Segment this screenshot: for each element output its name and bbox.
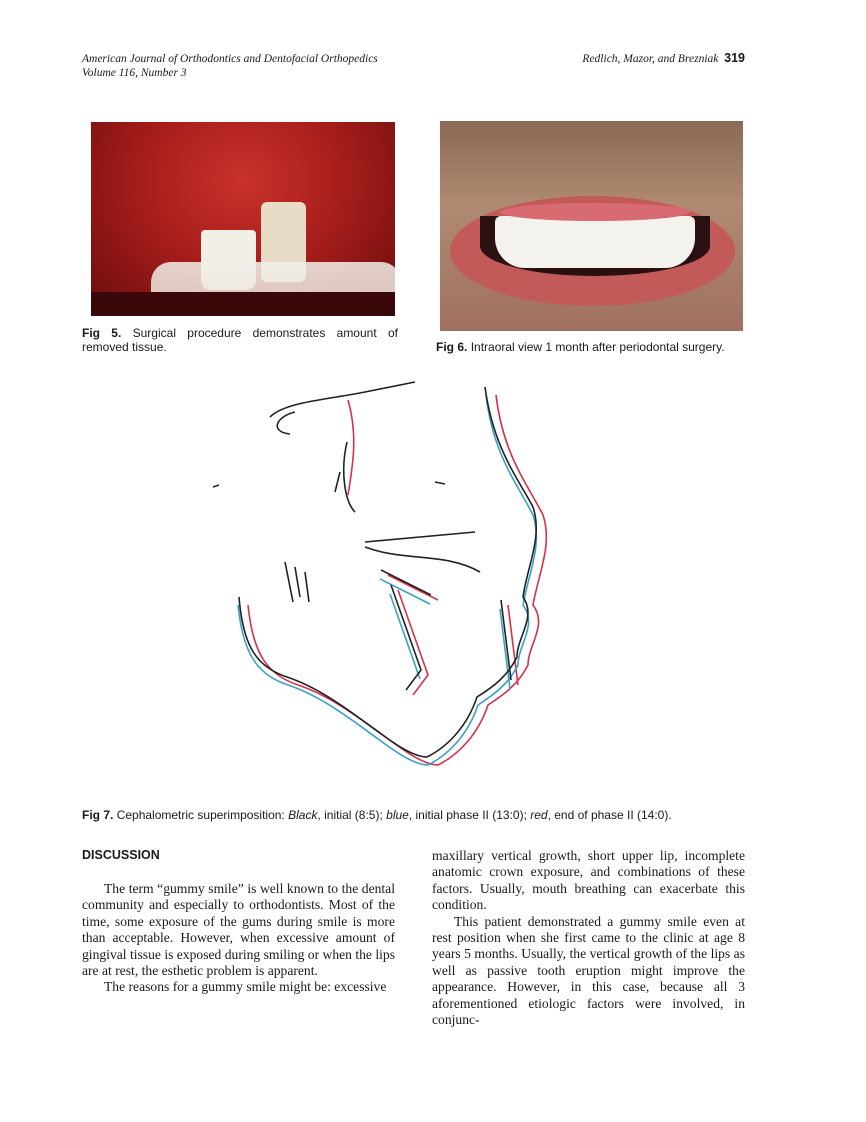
tracing-blue — [238, 395, 536, 765]
paragraph: This patient demonstrated a gummy smile even at rest position when she first came to the clinic at age 8 years 5 months. Usually, the vertical growth of the lips as well as passive tooth eruption might improve the appearance. However, in this case, because all 3 aforementioned etiologic factors were involved, in conjunc- — [432, 913, 745, 1028]
journal-volume: Volume 116, Number 3 — [82, 67, 187, 79]
fig6-label: Fig 6. — [436, 340, 468, 354]
fig5-label: Fig 5. — [82, 326, 122, 340]
journal-title: American Journal of Orthodontics and Dentofacial Orthopedics — [82, 53, 378, 65]
fig6-caption-text: Intraoral view 1 month after periodontal surgery. — [470, 340, 725, 354]
authors: Redlich, Mazor, and Brezniak — [582, 53, 719, 65]
tracing-black — [213, 382, 536, 757]
fig7-caption-text: Cephalometric superimposition: — [116, 808, 289, 822]
section-heading: DISCUSSION — [82, 848, 160, 862]
fig5-surgical-photo — [91, 122, 395, 316]
legend-red-desc: , end of phase II (14:0). — [547, 808, 672, 822]
legend-blue-desc: , initial phase II (13:0); — [408, 808, 531, 822]
paragraph: The reasons for a gummy smile might be: excessive — [104, 979, 387, 995]
running-header-right — [582, 51, 745, 66]
fig6-caption — [436, 340, 725, 354]
right-column — [432, 848, 745, 1028]
fig5-caption-text: Surgical procedure demonstrates amount of removed tissue. — [82, 326, 398, 354]
legend-black: Black — [288, 808, 318, 822]
fig7-label: Fig 7. — [82, 808, 114, 822]
running-header-left — [82, 52, 378, 80]
fig7-caption — [82, 808, 672, 822]
paragraph: The term “gummy smile” is well known to the dental community and especially to orthodontists. Most of the time, some exposure of the gums during smile is more than acceptable. However, when excessive amount of gingival tissue is exposed during smiling or when the lips are at rest, the esthetic problem is apparent. — [82, 881, 396, 979]
fig7-cephalometric-tracing — [205, 372, 587, 792]
page-number: 319 — [724, 51, 745, 65]
legend-red: red — [530, 808, 548, 822]
fig5-caption — [82, 326, 398, 354]
left-column — [82, 881, 395, 996]
legend-black-desc: , initial (8:5); — [317, 808, 387, 822]
fig6-smile-photo — [440, 121, 743, 331]
paragraph: maxillary vertical growth, short upper lip, incomplete anatomic crown exposure, and combinations of these factors. Usually, mouth breathing can exacerbate this condition. — [432, 848, 745, 913]
legend-blue: blue — [386, 808, 409, 822]
